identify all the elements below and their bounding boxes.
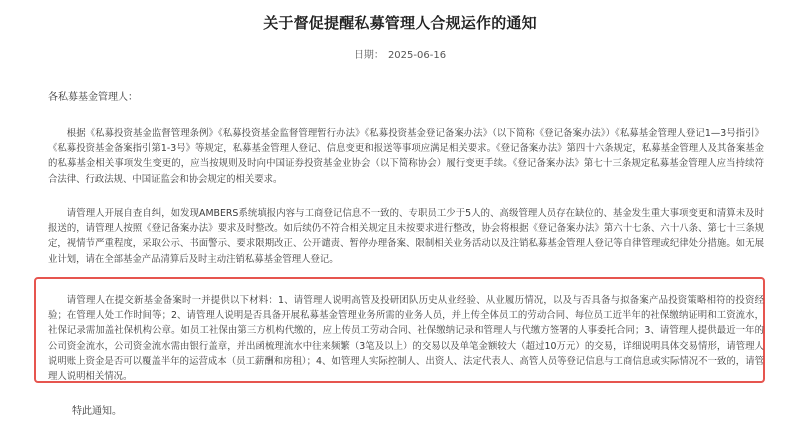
- page-title: 关于督促提醒私募管理人合规运作的通知: [263, 14, 537, 32]
- paragraph-required-materials: 请管理人在提交新基金备案时一并提供以下材料：1、请管理人说明高管及投研团队历史从业经验、从业履历情况，以及与否具备与拟备案产品投资策略相符的投资经验；在管理人处工作时间等；2、请管理人说明是否具备开展私募基金管理业务所需的业务人员，并上传全体员工的劳动合同、每位员工近半年的社保缴纳证明和工资流水，社保记录需加盖社保机构公章。如员工社保由第三方机构代缴的，应上传员工劳动合同、社保缴纳记录和管理人与代缴方签署的人事委托合同；3、请管理人提供最近一年的公司资金流水，公司资金流水需由银行盖章，并出函梳理流水中往来频繁（3笔及以上）的交易以及单笔金额较大（超过10万元）的交易，详细说明具体交易情形，请管理人说明账上资金是否可以覆盖半年的运营成本（员工薪酬和房租）；4、如管理人实际控制人、出资人、法定代表人、高管人员等登记信息与工商信息或实际情况不一致的，请管理人说明相关情况。: [48, 295, 764, 383]
- greeting: 各私募基金管理人：: [48, 92, 138, 103]
- date-value: 2025-06-16: [387, 50, 447, 61]
- date-label: 日期：: [353, 50, 384, 61]
- paragraph-legal-basis: 根据《私募投资基金监督管理条例》《私募投资基金监督管理暂行办法》《私募投资基金登记备案办法》（以下简称《登记备案办法》）《私募基金管理人登记1—3号指引》《私募投资基金备案指引第1-3号》等规定，私募基金管理人登记、信息变更和报送等事项应满足相关要求。《登记备案办法》第四十六条规定，私募基金管理人及其备案基金的私募基金相关事项发生变更的，应当按规则及时向中国证券投资基金业协会（以下简称协会）履行变更手续。《登记备案办法》第七十三条规定私募基金管理人应当持续符合法律、行政法规、中国证监会和协会规定的相关要求。: [48, 128, 764, 185]
- closing-text: 特此通知。: [72, 406, 122, 417]
- paragraph-self-inspection: 请管理人开展自查自纠，如发现AMBERS系统填报内容与工商登记信息不一致的、专职员工少于5人的、高级管理人员存在缺位的、基金发生重大事项变更和清算未及时报送的，请管理人按照《登记备案办法》要求及时整改。如后续仍不符合相关规定且未按要求进行整改，协会将根据《登记备案办法》第六十七条、六十八条、第七十三条规定，视情节严重程度，采取公示、书面警示、要求限期改正、公开谴责、暂停办理备案、限制相关业务活动以及注销私募基金管理人登记等自律管理或纪律处分措施。如无展业计划，请在全部基金产品清算后及时主动注销私募基金管理人登记。: [48, 208, 764, 265]
- publish-date: [0, 46, 800, 61]
